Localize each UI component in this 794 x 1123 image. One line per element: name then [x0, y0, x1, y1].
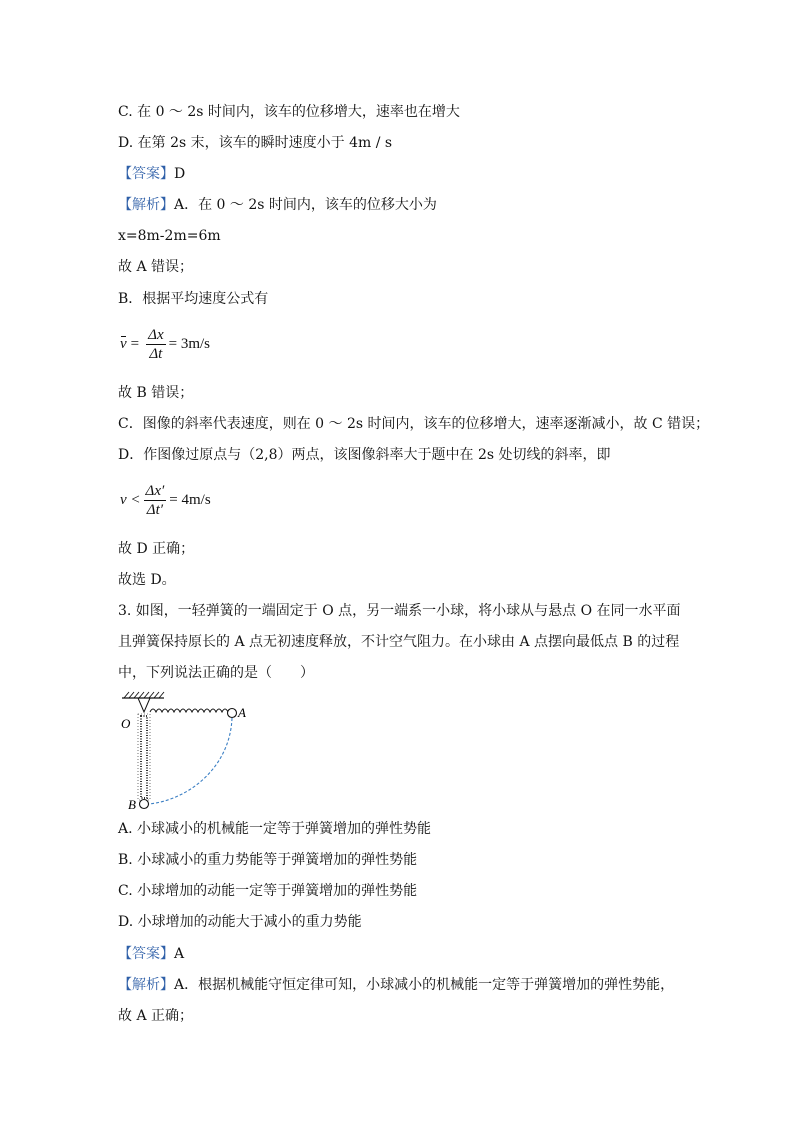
analysis-a-line: [118, 195, 437, 215]
option-c: C. 在 0 ～ 2s 时间内，该车的位移增大，速率也在增大: [118, 104, 460, 120]
q3-analysis-text: A．根据机械能守恒定律可知，小球减小的机械能一定等于弹簧增加的弹性势能，: [174, 977, 675, 993]
equation-velocity-bound: [120, 482, 211, 519]
q3-option-b: B. 小球减小的重力势能等于弹簧增加的弹性势能: [118, 852, 418, 868]
b-intro: B．根据平均速度公式有: [118, 291, 269, 307]
fraction-denominator: Δt: [149, 346, 163, 362]
answer-line: [118, 164, 185, 184]
q3-analysis-line: [118, 975, 674, 995]
stem-line-2: 且弹簧保持原长的 A 点无初速度释放，不计空气阻力。在小球由 A 点摆向最低点 B 的过程: [118, 634, 680, 650]
fraction-numerator: Δx: [148, 327, 164, 343]
option-d: D. 在第 2s 末，该车的瞬时速度小于 4m / s: [118, 135, 393, 151]
c-analysis: C．图像的斜率代表速度，则在 0 ～ 2s 时间内，该车的位移增大，速率逐渐减小，故 C 错误；: [118, 416, 710, 432]
d-conclusion: 故 D 正确；: [118, 541, 195, 557]
equation-average-velocity: v = $\frac{\Delta x}{\Delta t}$ = 3m/s: [120, 327, 210, 362]
equation2-rhs: = 4m/s: [169, 492, 211, 508]
q3-analysis-tag: 【解析】: [118, 977, 174, 993]
d-analysis: D．作图像过原点与（2,8）两点，该图像斜率大于题中在 2s 处切线的斜率，即: [118, 447, 611, 463]
stem-line-3: 中，下列说法正确的是（ ）: [118, 665, 314, 681]
q3-option-c: C. 小球增加的动能一定等于弹簧增加的弹性势能: [118, 883, 418, 899]
spring-pendulum-figure: [118, 688, 258, 814]
q3-answer-value: A: [174, 946, 185, 962]
equation-rhs: = 3m/s: [168, 336, 210, 352]
fraction: [146, 326, 165, 363]
answer-value: D: [174, 166, 186, 182]
analysis-tag: 【解析】: [118, 197, 174, 213]
q3-answer-line: [118, 944, 184, 964]
label-o: O: [121, 716, 131, 731]
fraction2: [144, 482, 167, 519]
equation-x: x=8m-2m=6m: [118, 228, 221, 244]
b-conclusion: 故 B 错误；: [118, 385, 194, 401]
stem-line-1: 3. 如图，一轻弹簧的一端固定于 O 点，另一端系一小球，将小球从与悬点 O 在同一水平面: [118, 603, 681, 619]
analysis-a-text: A．在 0 ～ 2s 时间内，该车的位移大小为: [174, 197, 437, 213]
label-b: B: [128, 797, 136, 812]
answer-tag: 【答案】: [118, 166, 174, 182]
q3-answer-tag: 【答案】: [118, 946, 174, 962]
fraction2-numerator: Δx′: [145, 483, 165, 499]
q3-analysis-line-2: 故 A 正确；: [118, 1008, 194, 1024]
equation2-lhs: v <: [120, 492, 141, 508]
a-conclusion: 故 A 错误；: [118, 259, 194, 275]
fraction2-denominator: Δt′: [146, 502, 164, 518]
q3-option-a: A. 小球减小的机械能一定等于弹簧增加的弹性势能: [118, 821, 432, 837]
label-a: A: [238, 705, 246, 720]
equation-lhs: v: [120, 336, 127, 352]
final-choice: 故选 D。: [118, 572, 176, 588]
q3-option-d: D. 小球增加的动能大于减小的重力势能: [118, 914, 362, 930]
